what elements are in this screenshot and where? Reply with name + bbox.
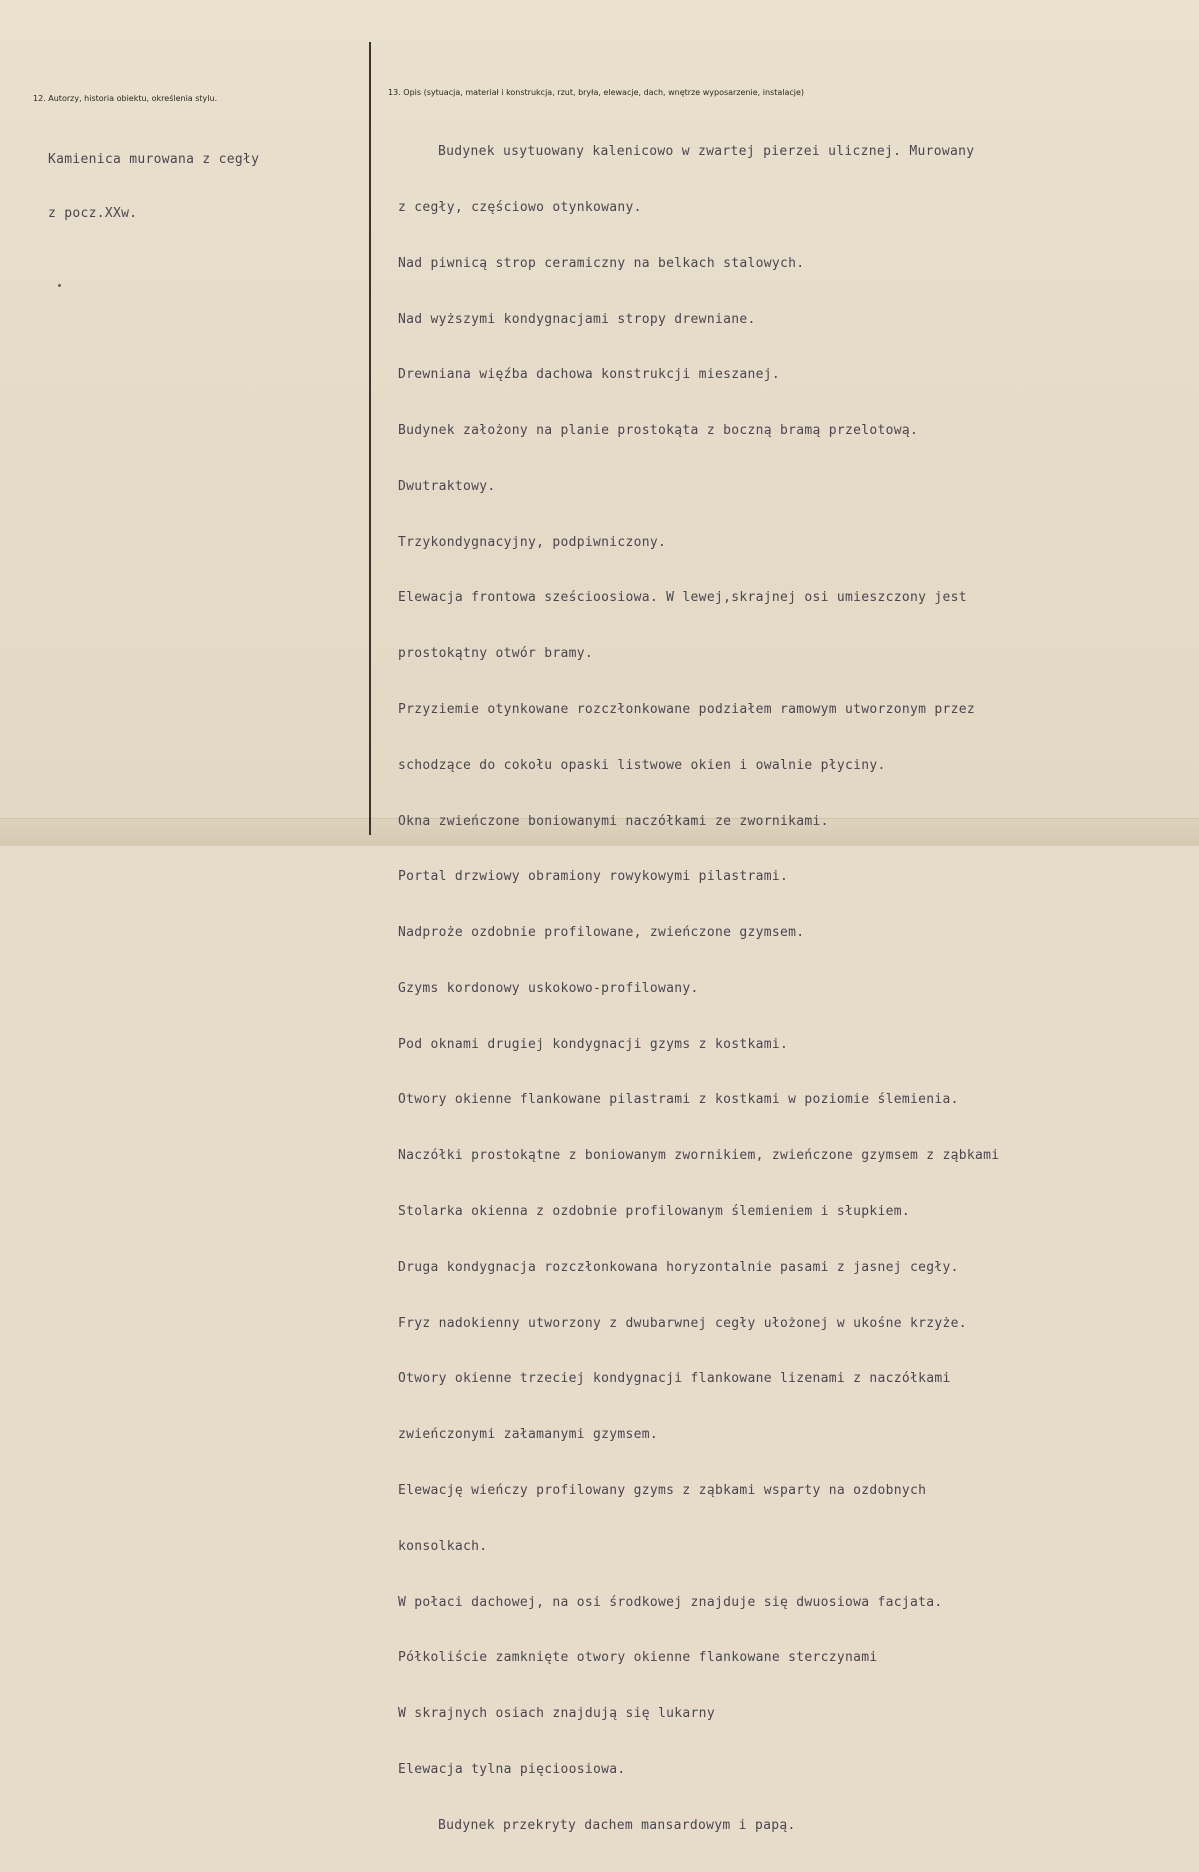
section-12-label: 12. Autorzy, historia obiektu, określenia stylu. [33,94,218,103]
text-line: konsolkach. [398,1538,488,1554]
text-line: Portal drzwiowy obramiony rowykowymi pilastrami. [398,869,789,885]
text-line: Drewniana więźba dachowa konstrukcji mieszanej. [398,367,780,383]
text-line: Stolarka okienna z ozdobnie profilowanym ślemieniem i słupkiem. [398,1204,910,1220]
text-line: Budynek przekryty dachem mansardowym i papą. [438,1817,796,1833]
text-line: prostokątny otwór bramy. [398,646,594,662]
text-line: Otwory okienne flankowane pilastrami z kostkami w poziomie ślemienia. [398,1092,959,1108]
text-line: Nad wyższymi kondygnacjami stropy drewniane. [398,311,756,327]
text-line: Przyziemie otynkowane rozczłonkowane podziałem ramowym utworzonym przez [398,702,975,717]
text-line: W skrajnych osiach znajdują się lukarny [398,1706,715,1722]
text-line: Otwory okienne trzeciej kondygnacji flankowane lizenami z naczółkami [398,1371,951,1387]
text-line: Budynek założony na planie prostokąta z boczną bramą przelotową. [398,423,919,439]
text-line: Trzykondygnacyjny, podpiwniczony. [398,534,667,550]
column-divider [369,42,371,835]
text-line: Budynek usytuowany kalenicowo w zwartej pierzei ulicznej. Murowany [438,144,975,160]
authors-history-text [48,115,259,259]
text-line: Elewację wieńczy profilowany gzyms z ząbkami wsparty na ozdobnych [398,1482,927,1498]
text-line: Dwutraktowy. [398,478,496,494]
text-line: Okna zwieńczone boniowanymi naczółkami ze zwornikami. [398,813,829,829]
text-line: Nadproże ozdobnie profilowane, zwieńczone gzymsem. [398,925,805,941]
text-line: W połaci dachowej, na osi środkowej znajduje się dwuosiowa facjata. [398,1594,943,1610]
text-line: Kamienica murowana z cegły [48,152,260,167]
text-line: Gzyms kordonowy uskokowo-profilowany. [398,980,699,996]
text-line: schodzące do cokołu opaski listwowe okien i owalnie płyciny. [398,757,886,773]
text-line: Druga kondygnacja rozczłonkowana horyzontalnie pasami z jasnej cegły. [398,1259,959,1275]
paper-speck [58,284,61,287]
text-line: Pod oknami drugiej kondygnacji gzyms z kostkami. [398,1036,789,1052]
description-text [398,106,999,1872]
text-line: zwieńczonymi załamanymi gzymsem. [398,1427,659,1443]
text-line: Fryz nadokienny utworzony z dwubarwnej cegły ułożonej w ukośne krzyże. [398,1315,967,1331]
text-line: z pocz.XXw. [48,206,138,221]
text-line: z cegły, częściowo otynkowany. [398,199,642,215]
text-line: Półkoliście zamknięte otwory okienne flankowane sterczynami [398,1650,878,1666]
text-line: Naczółki prostokątne z boniowanym zwornikiem, zwieńczone gzymsem z ząbkami [398,1148,1000,1164]
text-line: Elewacja tylna pięcioosiowa. [398,1761,626,1777]
text-line: Nad piwnicą strop ceramiczny na belkach stalowych. [398,255,805,271]
text-line: Elewacja frontowa sześcioosiowa. W lewej,skrajnej osi umieszczony jest [398,590,967,606]
section-13-label: 13. Opis (sytuacja, materiał i konstrukcja, rzut, bryła, elewacje, dach, wnętrze wyposarzenie, instalacje) [388,88,805,97]
